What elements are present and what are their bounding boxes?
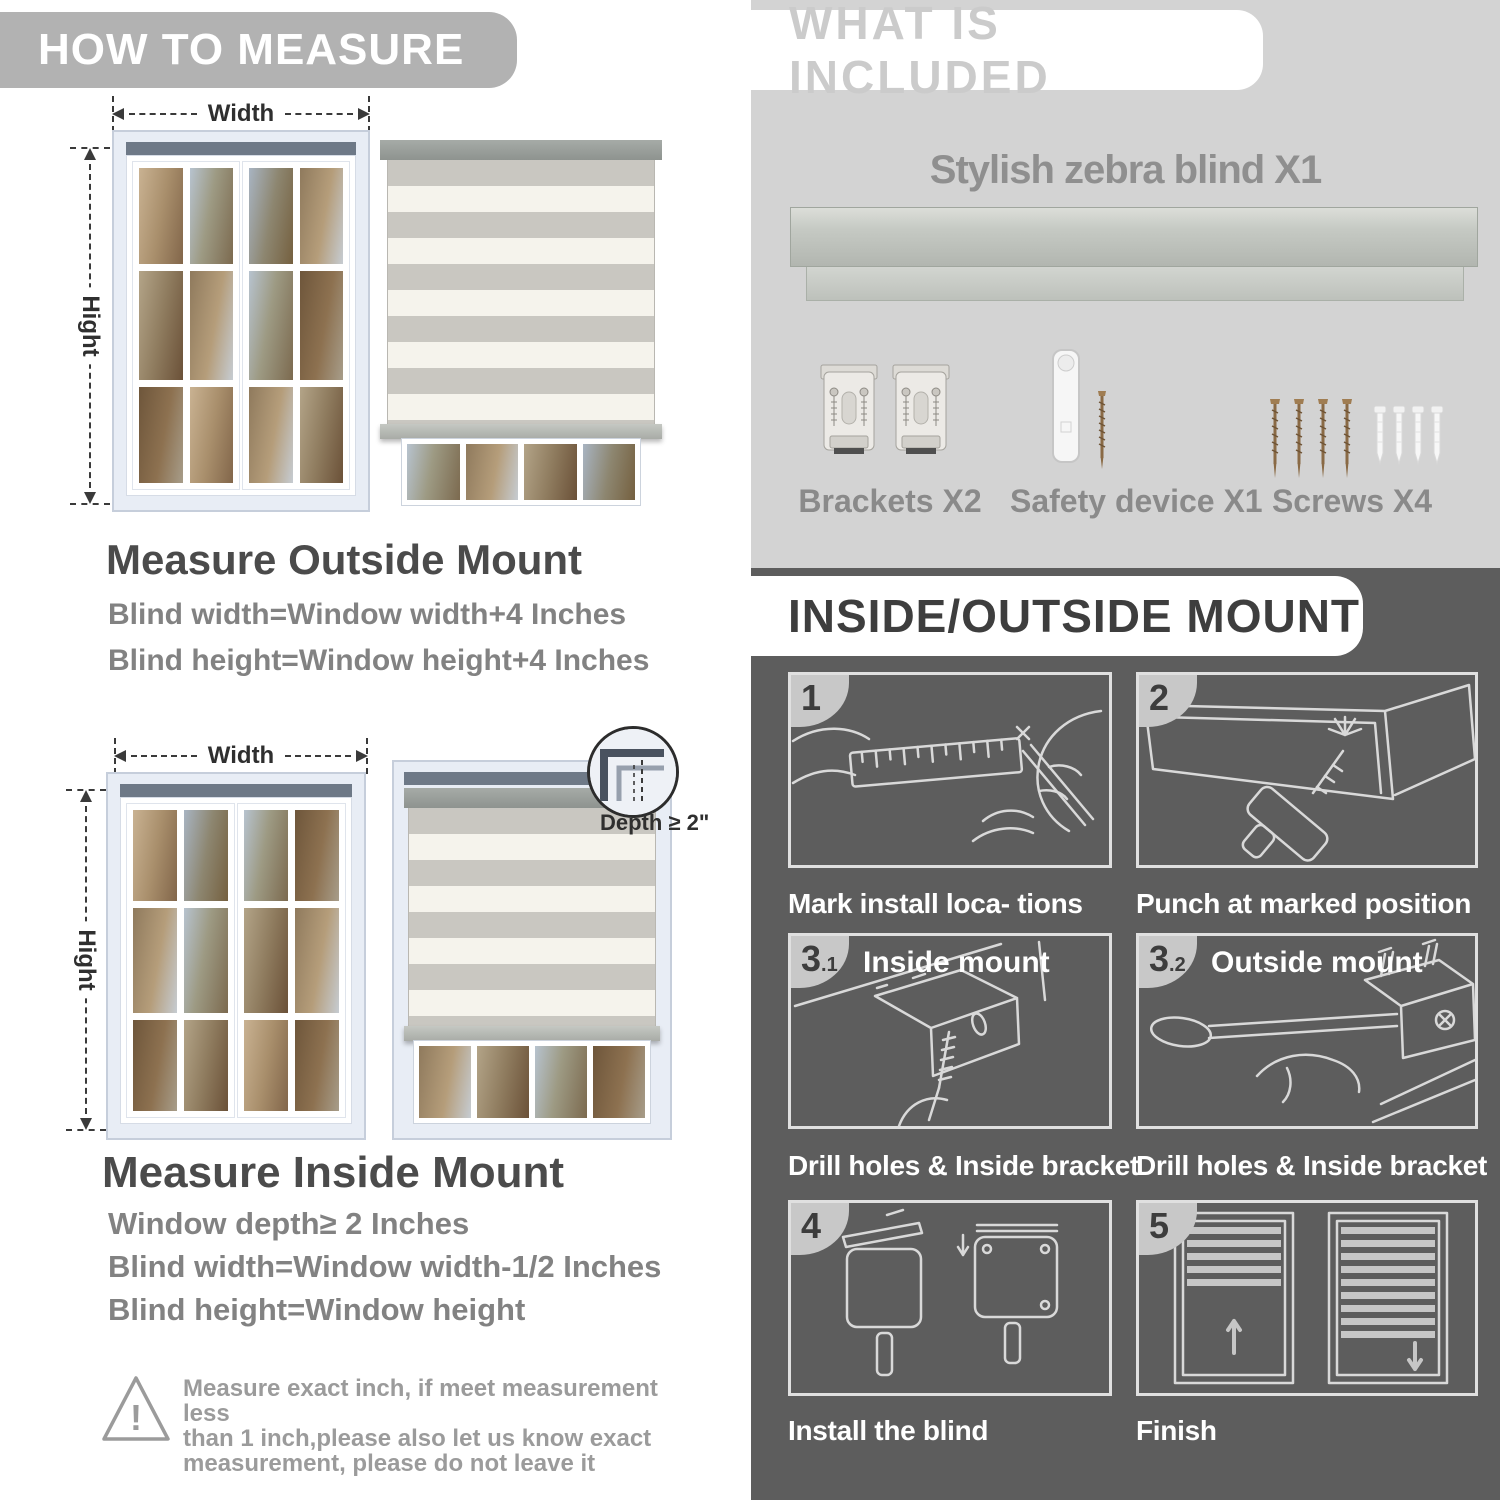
step-number-badge: 5 [1139, 1203, 1197, 1255]
what-is-included-title: WHAT IS INCLUDED [789, 0, 1051, 103]
arrow-up-icon [80, 790, 92, 802]
corner-detail-icon [590, 729, 676, 815]
inside-formula-depth: Window depth≥ 2 Inches [108, 1206, 470, 1241]
step-2-box [1136, 672, 1478, 868]
safety-device-icon [1048, 348, 1084, 466]
screw-icon [1096, 390, 1108, 470]
inside-formula-height: Blind height=Window height [108, 1292, 526, 1327]
height-label: Hight [68, 921, 104, 998]
window-panes [126, 155, 356, 496]
width-dimension-inside [114, 744, 368, 768]
step-3-1-caption: Drill holes & Inside bracket [788, 1150, 1140, 1181]
step-3-2-title: Outside mount [1211, 946, 1423, 979]
step-3-1-title: Inside mount [863, 946, 1050, 979]
blind-stripes [387, 160, 655, 424]
height-dimension-outside [78, 148, 102, 504]
step-number-badge: 3.2 [1139, 936, 1197, 988]
what-is-included-banner [751, 0, 1263, 103]
safety-device-label: Safety device X1 [1010, 483, 1263, 519]
window-photo-inside [106, 772, 366, 1140]
arrow-left-icon [114, 750, 126, 762]
inside-outside-mount-title: INSIDE/OUTSIDE MOUNT [788, 590, 1361, 642]
height-dimension-inside [74, 790, 98, 1130]
warning-triangle-icon [100, 1372, 172, 1446]
width-label: Width [207, 742, 275, 769]
step-3-2-box [1136, 933, 1478, 1129]
step-number-badge: 3.1 [791, 936, 849, 988]
step-2-caption: Punch at marked position [1136, 888, 1472, 919]
window-top-rail [126, 142, 356, 155]
zebra-blind-headrail-lower [806, 267, 1464, 301]
bracket-icon [818, 362, 880, 462]
blind-outside-mount-image [380, 140, 662, 502]
step-1-box [788, 672, 1112, 868]
window-lower-panes [402, 439, 640, 505]
step-3-2-caption: Drill holes & Inside bracket [1136, 1150, 1488, 1181]
inside-outside-mount-banner [751, 576, 1363, 656]
how-to-measure-banner [0, 12, 517, 88]
arrow-right-icon [358, 108, 370, 120]
outside-formula-width: Blind width=Window width+4 Inches [108, 598, 627, 631]
depth-magnifier [587, 726, 679, 818]
inside-mount-title: Measure Inside Mount [102, 1148, 565, 1197]
width-dimension-outside [112, 102, 370, 126]
bracket-icon [890, 362, 952, 462]
step-1-caption: Mark install loca- tions [788, 888, 1083, 919]
step-number-badge: 4 [791, 1203, 849, 1255]
step-4-caption: Install the blind [788, 1415, 989, 1446]
window-photo-outside [112, 130, 370, 512]
step-number-badge: 1 [791, 675, 849, 727]
step-number-badge: 2 [1139, 675, 1197, 727]
product-label: Stylish zebra blind X1 [929, 148, 1322, 192]
zebra-blind-headrail [790, 207, 1478, 267]
screws-icon [1268, 398, 1364, 480]
outside-formula-height: Blind height=Window height+4 Inches [108, 644, 650, 677]
window-panes [120, 797, 352, 1124]
note-line-3: measurement, please do not leave it [183, 1450, 596, 1477]
blind-cassette [380, 140, 662, 160]
arrow-left-icon [112, 108, 124, 120]
width-label: Width [207, 100, 275, 127]
blind-bottom-rail [380, 424, 662, 439]
arrow-up-icon [84, 148, 96, 160]
svg-text:!: ! [130, 1397, 142, 1438]
screws-label: Screws X4 [1271, 483, 1433, 519]
step-3-1-box [788, 933, 1112, 1129]
blind-stripes [408, 808, 656, 1026]
arrow-down-icon [80, 1118, 92, 1130]
window-top-rail [120, 784, 352, 797]
step-5-caption: Finish [1136, 1415, 1217, 1446]
window-lower-panes [414, 1041, 650, 1123]
step-5-box [1136, 1200, 1478, 1396]
measure-note [183, 1376, 683, 1476]
height-label: Hight [72, 287, 108, 364]
wall-anchors-icon [1372, 404, 1444, 468]
depth-label: Depth ≥ 2" [600, 810, 710, 835]
brackets-label: Brackets X2 [798, 483, 982, 519]
blind-bottom-rail [404, 1026, 660, 1041]
outside-mount-title: Measure Outside Mount [106, 536, 583, 583]
arrow-down-icon [84, 492, 96, 504]
how-to-measure-title: HOW TO MEASURE [38, 25, 465, 74]
note-line-1: Measure exact inch, if meet measurement less [183, 1375, 658, 1427]
inside-formula-width: Blind width=Window width-1/2 Inches [108, 1249, 662, 1284]
note-line-2: than 1 inch,please also let us know exact [183, 1425, 652, 1452]
step-4-box [788, 1200, 1112, 1396]
arrow-right-icon [356, 750, 368, 762]
